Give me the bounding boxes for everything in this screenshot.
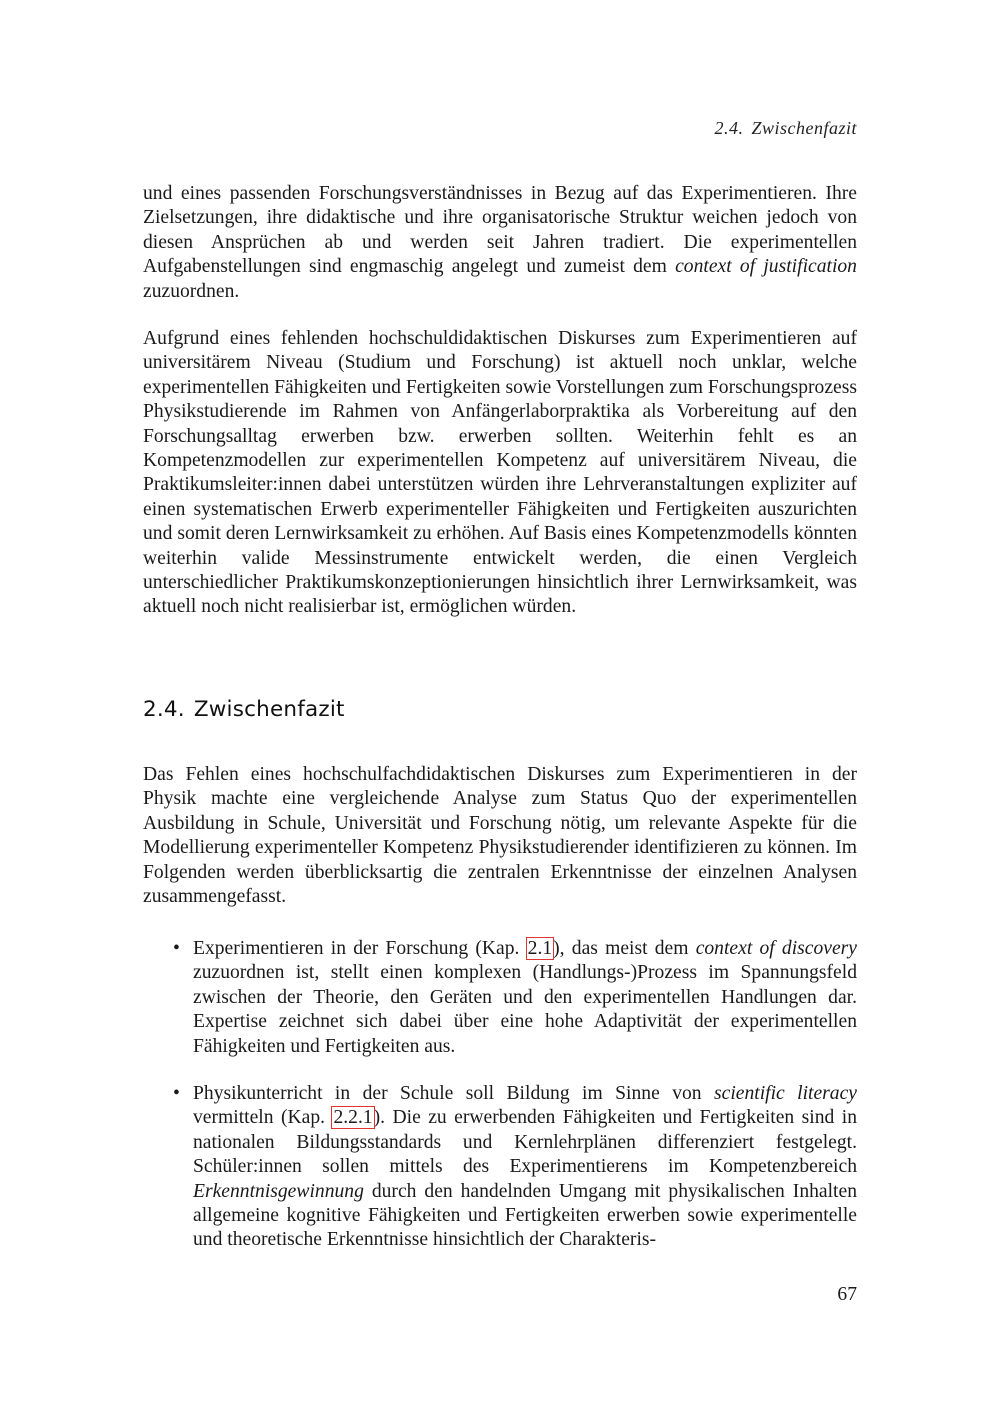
running-head-number: 2.4. xyxy=(714,118,744,138)
item-1-text-b: ), das meist dem xyxy=(553,938,696,959)
bullet-list-1 xyxy=(173,937,857,1059)
item-1-emphasis: context of discovery xyxy=(695,938,857,959)
paragraph-2-text: Aufgrund eines fehlenden hochschuldidaktischen Diskurses zum Experimentieren auf universitärem Niveau (Studium und Forschung) ist aktuell noch unklar, welche experimentellen Fähigkeiten und Fertigkeiten sowie Vorstellungen zum Forschungsprozess Physikstudierende im Rahmen von Anfängerlaborpraktika als Vorbereitung auf den Forschungsalltag erwerben bzw. erwerben sollten. Weiterhin fehlt es an Kompetenzmodellen zur experimentellen Kompetenz auf universitärem Niveau, die Praktikumsleiter:innen dabei unterstützen würden ihre Lehrveranstaltungen expliziter auf einen systematischen Erwerb experimenteller Fähigkeiten und Fertigkeiten auszurichten und somit deren Lernwirksamkeit zu erhöhen. Auf Basis eines Kompetenzmodells könnten weiterhin valide Messinstrumente entwickelt werden, die einen Vergleich unterschiedlicher Praktikumskonzeptionierungen hinsichtlich ihrer Lernwirksamkeit, was aktuell noch nicht realisierbar ist, ermöglichen würden. xyxy=(143,328,857,618)
item-2-text-d: durch den handelnden Umgang mit physikalischen Inhalten allgemeine kognitive Fähigkeiten und Fertigkeiten erwerben sowie experimentelle und theoretische Erkenntnisse hinsichtlich der Charakteris- xyxy=(193,1180,857,1251)
list-item xyxy=(173,1082,857,1253)
chapter-link-2-2-1[interactable]: 2.2.1 xyxy=(333,1107,373,1129)
item-2-text-c: ). Die zu erwerbenden Fähigkeiten und Fertigkeiten sind in nationalen Bildungsstandards und Kernlehrplänen differenziert festgelegt. Schüler:innen sollen mittels des Experimentierens im Kompetenzbereich xyxy=(193,1107,857,1178)
section-number: 2.4. xyxy=(143,697,185,722)
running-head xyxy=(714,118,857,139)
paragraph-1-text-b: zuzuordnen. xyxy=(143,280,240,302)
paragraph-1-text-a: und eines passenden Forschungsverständnisses in Bezug auf das Experimentieren. Ihre Zielsetzungen, ihre didaktische und ihre organisatorische Struktur weichen jedoch von diesen Ansprüchen ab und werden seit Jahren tradiert. Die experimentellen Aufgabenstellungen sind engmaschig angelegt und zumeist dem xyxy=(143,183,857,278)
bullet-list-2 xyxy=(173,1082,857,1253)
item-2-emphasis-a: scientific literacy xyxy=(714,1083,857,1104)
item-1-text-a: Experimentieren in der Forschung (Kap. xyxy=(193,938,527,959)
paragraph-1 xyxy=(143,182,857,304)
running-head-title: Zwischenfazit xyxy=(751,118,857,138)
item-1-text-c: zuzuordnen ist, stellt einen komplexen (Handlungs-)Prozess im Spannungsfeld zwischen der Theorie, den Geräten und den experimentellen Handlungen dar. Expertise zeichnet sich dabei über eine hohe Adaptivität der experimentellen Fähigkeiten und Fertigkeiten aus. xyxy=(193,962,857,1057)
bullet-marker: • xyxy=(173,1083,180,1104)
paragraph-3 xyxy=(143,763,857,909)
section-heading xyxy=(143,697,345,722)
paragraph-2 xyxy=(143,327,857,620)
chapter-link-2-1[interactable]: 2.1 xyxy=(527,938,553,959)
paragraph-1-emphasis: context of justification xyxy=(675,256,857,278)
item-2-text-a: Physikunterricht in der Schule soll Bildung im Sinne von xyxy=(193,1083,714,1104)
bullet-marker: • xyxy=(173,938,180,959)
item-2-emphasis-b: Erkenntnisgewinnung xyxy=(193,1180,364,1202)
paragraph-3-text: Das Fehlen eines hochschulfachdidaktischen Diskurses zum Experimentieren in der Physik machte eine vergleichende Analyse zum Status Quo der experimentellen Ausbildung in Schule, Universität und Forschung nötig, um relevante Aspekte für die Modellierung experimenteller Kompetenz Physikstudierender identifizieren zu können. Im Folgenden werden überblicksartig die zentralen Erkenntnisse der einzelnen Analysen zusammengefasst. xyxy=(143,764,857,908)
item-2-text-b: vermitteln (Kap. xyxy=(193,1107,333,1129)
list-item xyxy=(173,937,857,1059)
section-title: Zwischenfazit xyxy=(193,697,345,722)
page-number: 67 xyxy=(837,1284,857,1305)
